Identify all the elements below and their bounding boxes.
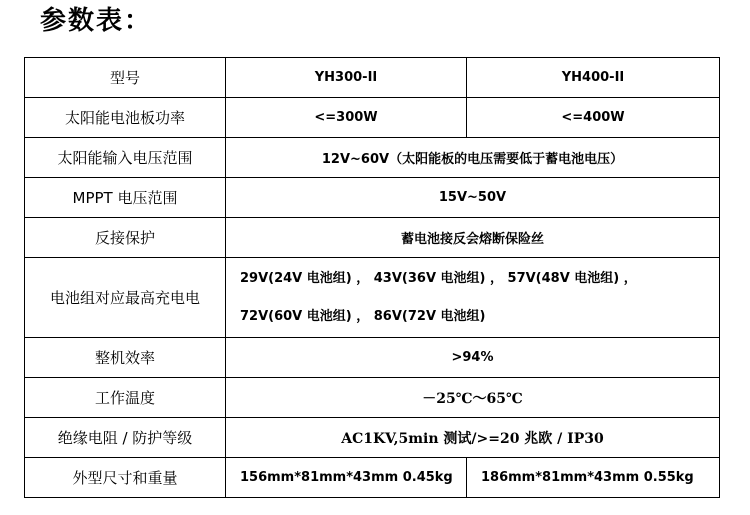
- row-label-efficiency: 整机效率: [25, 338, 226, 378]
- table-row: [25, 378, 720, 418]
- row-label-solar-power: 太阳能电池板功率: [25, 98, 226, 138]
- max-charge-voltage-value: [226, 258, 720, 338]
- dimensions-weight-yh400: 186mm*81mm*43mm 0.55kg: [467, 458, 720, 498]
- row-label-max-charge-voltage: 电池组对应最高充电电: [25, 258, 226, 338]
- mppt-voltage-value: 15V~50V: [226, 178, 720, 218]
- solar-input-voltage-value: 12V~60V（太阳能板的电压需要低于蓄电池电压）: [226, 138, 720, 178]
- header-label: 型号: [25, 58, 226, 98]
- model-yh400: YH400-II: [467, 58, 720, 98]
- insulation-protection-value: AC1KV,5min 测试/>=20 兆欧 / IP30: [226, 418, 720, 458]
- operating-temperature-value: －25℃～65℃: [226, 378, 720, 418]
- solar-power-yh300: <=300W: [226, 98, 467, 138]
- table-row: [25, 458, 720, 498]
- efficiency-value: >94%: [226, 338, 720, 378]
- table-row: [25, 98, 720, 138]
- max-charge-voltage-line-2: 72V(60V 电池组) ， 86V(72V 电池组): [240, 308, 486, 324]
- row-label-insulation-protection: 绝缘电阻 / 防护等级: [25, 418, 226, 458]
- row-label-mppt-voltage: MPPT 电压范围: [25, 178, 226, 218]
- reverse-protection-value: 蓄电池接反会熔断保险丝: [226, 218, 720, 258]
- parameter-table: [24, 57, 720, 498]
- dimensions-weight-yh300: 156mm*81mm*43mm 0.45kg: [226, 458, 467, 498]
- row-label-reverse-protection: 反接保护: [25, 218, 226, 258]
- table-row: [25, 338, 720, 378]
- row-label-dimensions-weight: 外型尺寸和重量: [25, 458, 226, 498]
- table-row: [25, 178, 720, 218]
- table-row: [25, 418, 720, 458]
- row-label-solar-input-voltage: 太阳能输入电压范围: [25, 138, 226, 178]
- solar-power-yh400: <=400W: [467, 98, 720, 138]
- max-charge-voltage-line-1: 29V(24V 电池组) ， 43V(36V 电池组) ， 57V(48V 电池组) ，: [240, 270, 637, 286]
- model-yh300: YH300-II: [226, 58, 467, 98]
- table-row: [25, 138, 720, 178]
- table-row: [25, 218, 720, 258]
- page-title: 参数表：: [40, 6, 153, 36]
- table-row: [25, 258, 720, 338]
- table-header-row: [25, 58, 720, 98]
- row-label-operating-temperature: 工作温度: [25, 378, 226, 418]
